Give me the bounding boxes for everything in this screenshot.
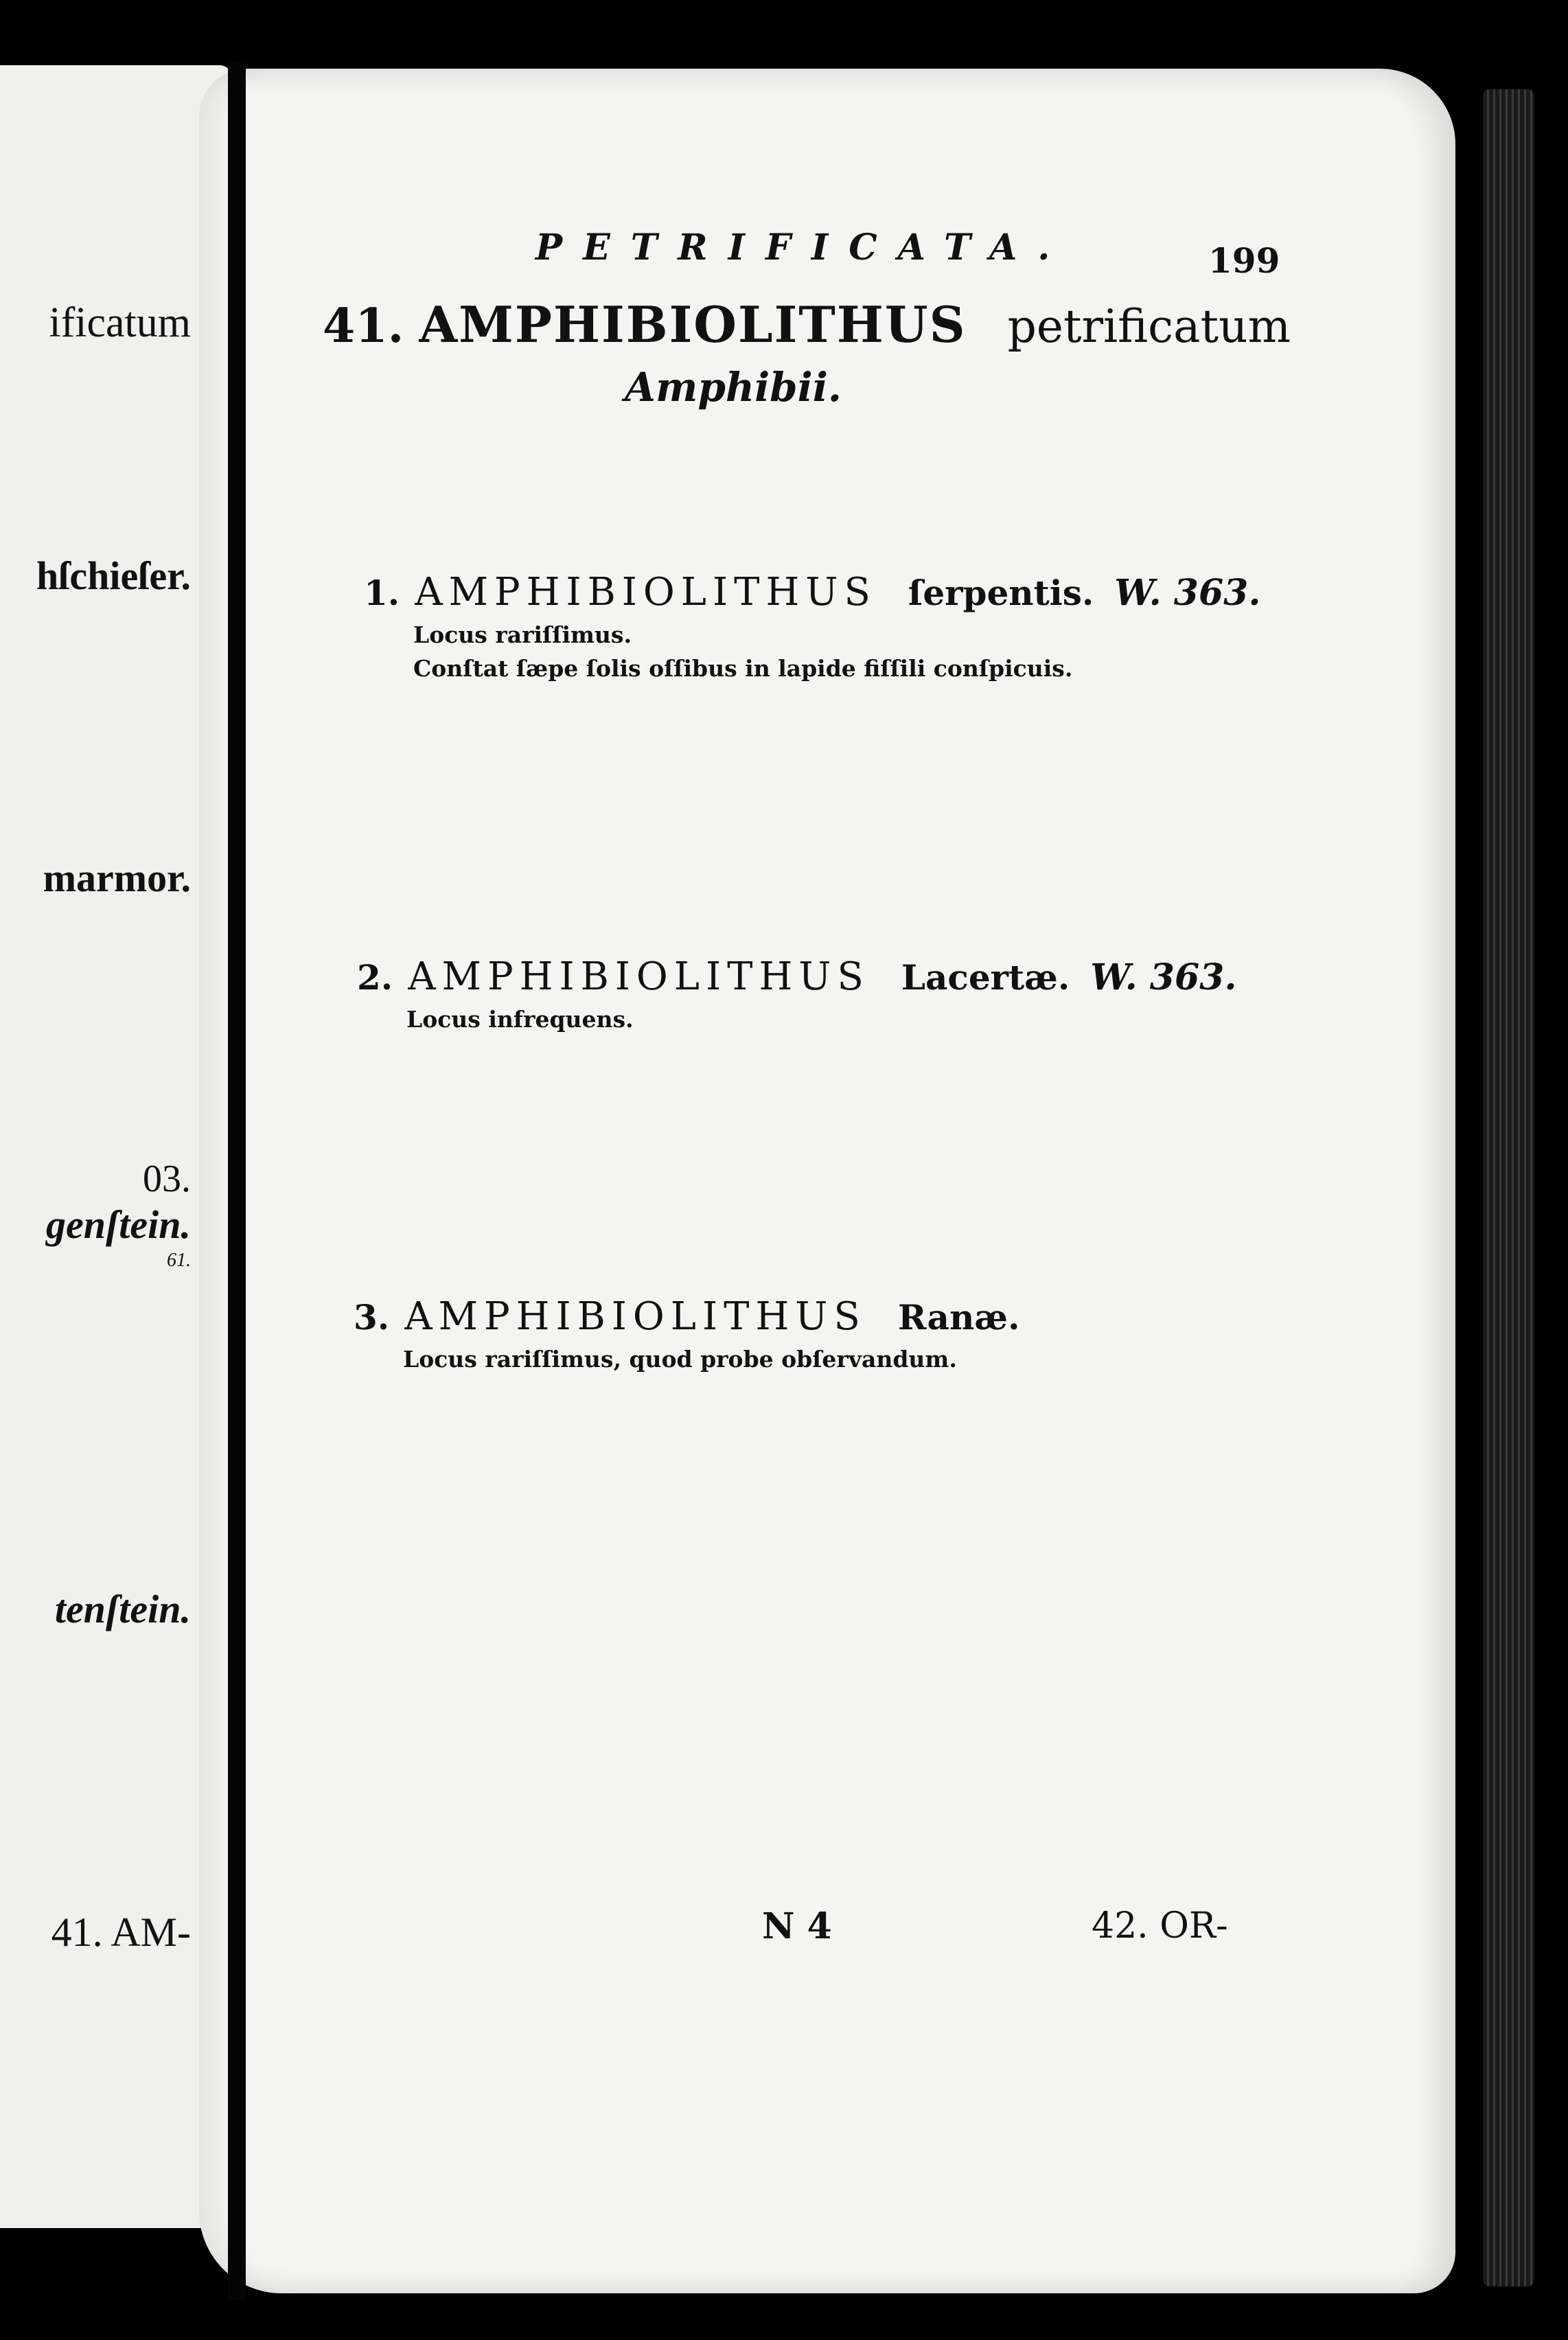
entry-species: ſerpentis. xyxy=(908,573,1094,613)
section-title xyxy=(323,295,1291,354)
facing-page-fragment: ificatum xyxy=(49,299,191,346)
book-edge xyxy=(1483,89,1534,2286)
entry-note: Locus rariſſimus, quod probe obſervandum. xyxy=(403,1346,957,1373)
catchword: 42. OR- xyxy=(1092,1905,1228,1947)
facing-page-fragment: 03. xyxy=(143,1158,191,1200)
entry-heading xyxy=(357,954,1236,999)
facing-page-fragment: tenſtein. xyxy=(54,1587,191,1631)
facing-page-fragment: 41. AM- xyxy=(51,1909,191,1955)
species-entry xyxy=(364,570,1260,682)
signature-mark: N 4 xyxy=(762,1905,832,1947)
section-species: petrificatum xyxy=(1007,300,1291,353)
entry-genus: AMPHIBIOLITHUS xyxy=(408,954,870,999)
entry-heading xyxy=(364,570,1260,615)
entry-reference: W. 363. xyxy=(1090,956,1237,998)
entry-species: Ranæ. xyxy=(897,1297,1020,1338)
entry-species: Lacertæ. xyxy=(901,957,1070,998)
section-number: 41. xyxy=(323,299,404,354)
species-entry xyxy=(357,954,1236,1033)
entry-genus: AMPHIBIOLITHUS xyxy=(415,570,877,615)
species-entry xyxy=(354,1294,1019,1373)
facing-page-fragment: marmor. xyxy=(43,856,191,900)
facing-page-fragment: 61. xyxy=(167,1250,191,1271)
entry-note: Locus infrequens. xyxy=(406,1006,634,1033)
entry-note: Locus rariſſimus. xyxy=(413,621,632,648)
entry-note: Conſtat ſæpe ſolis oſſibus in lapide fiſſili conſpicuis. xyxy=(413,655,1073,682)
entry-number: 3. xyxy=(354,1297,390,1338)
facing-page-fragment: hſchieſer. xyxy=(36,553,191,598)
page-number: 199 xyxy=(1208,240,1280,281)
facing-page xyxy=(0,65,232,2228)
entry-reference: W. 363. xyxy=(1114,572,1261,614)
section-genus: AMPHIBIOLITHUS xyxy=(419,295,967,354)
running-head: PETRIFICATA. xyxy=(535,227,1071,268)
entry-number: 2. xyxy=(357,957,393,998)
entry-number: 1. xyxy=(364,573,400,613)
facing-page-fragment: genſtein. xyxy=(45,1202,191,1247)
entry-heading xyxy=(354,1294,1019,1339)
book-gutter xyxy=(228,62,246,2300)
entry-genus: AMPHIBIOLITHUS xyxy=(404,1294,866,1339)
section-subtitle: Amphibii. xyxy=(625,364,842,411)
